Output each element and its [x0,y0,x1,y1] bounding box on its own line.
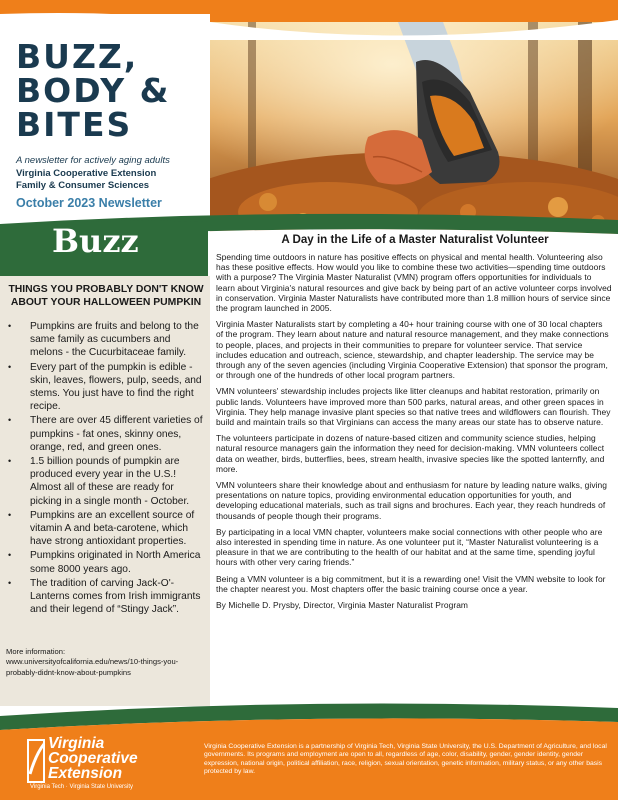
logo-text-virginia: Virginia [48,735,105,752]
list-item: • Pumpkins originated in North America some 8000 years ago. [0,549,206,575]
list-item: • The tradition of carving Jack-O'-Lanterns comes from Irish immigrants and their legend of “Stingy Jack”. [0,577,206,617]
article-paragraph: The volunteers participate in dozens of nature-based citizen and community science studies, helping natural resource managers gain the information they need for decision-making. VMN volunteers collect data on weather, birds, butterflies, bees, stream health, invasive species like the spotted lanternfly, and more. [216,433,605,474]
list-item: • Pumpkins are fruits and belong to the same family as cucumbers and melons - the Cucurbitaceae family. [0,320,206,360]
logo-text-cooperative: Cooperative [48,750,138,767]
list-item: • Every part of the pumpkin is edible - skin, leaves, flowers, pulp, seeds, and stems. You just have to find the right recipe. [0,361,206,414]
org-name: Virginia Cooperative Extension [16,168,157,179]
issue-date: October 2023 Newsletter [16,196,162,210]
article-paragraph: Spending time outdoors in nature has positive effects on physical and mental health. Volunteering also has these positive effects. How would you like to combine these two activities—spending time outdoors with a purpose? The Virginia Master Naturalist (VMN) program offers opportunities for individuals to learn about Virginia's natural resources and give back by being part of an active volunteer corps involved in conservation. Virginia Master Naturalists have contributed more than 1.8 million hours of service since the program launched in 2005. [216,252,612,314]
article-paragraph: Being a VMN volunteer is a big commitment, but it is a rewarding one! Visit the VMN website to look for the chapter nearest you. Most chapters offer the basic training course once a year. [216,573,606,594]
list-item: • Pumpkins are an excellent source of vitamin A and beta-carotene, which have strong antioxidant properties. [0,509,206,549]
more-info-link[interactable]: www.universityofcalifornia.edu/news/10-things-you-probably-didnt-know-about-pumpkins [6,657,179,677]
hero-photo [208,22,618,234]
article-paragraph: Virginia Master Naturalists start by completing a 40+ hour training course with one of 30 local chapters of the program. They learn about nature and natural resource management, and they make connections to people, places, and projects in their communities to prepare for volunteer service. That service includes education and outreach, science, stewardship, and chapter leadership. The service may be through any of the seven agencies (including Virginia Cooperative Extension) that sponsor the program, or through one of the hundreds of other local program partners. [216,319,609,381]
nondiscrimination-statement: Virginia Cooperative Extension is a partnership of Virginia Tech, Virginia State University, the U.S. Department of Agriculture, and local governments. Its programs and employment are open to all, regardless of age, color, disability, gender, gender identity, gender expression, national origin, political affiliation, race, religion, sexual orientation, genetic information, military status, or any other basis protected by law. [204,743,607,776]
more-info-label: More information: [6,647,66,656]
more-information [6,647,206,678]
title-line-3: BITES [16,105,133,144]
title-line-1: BUZZ, [16,37,139,76]
title-line-2: BODY & [16,71,171,110]
list-item: • 1.5 billion pounds of pumpkin are produced every year in the U.S.! Almost all of these are ready for picking in a single month - October. [0,455,206,508]
sidebar-heading: THINGS YOU PROBABLY DON'T KNOW ABOUT YOUR HALLOWEEN PUMPKIN [8,284,204,308]
logo-text-extension: Extension [48,765,123,782]
article-paragraph: VMN volunteers' stewardship includes projects like litter cleanups and habitat restoration, primarily on public lands. Volunteers have improved more than 500 parks, natural areas, and other green spaces in Virginia. They help manage invasive plant species so that native trees and wildflowers can flourish. They build and maintain trails so that Virginians can access the many areas our state has to observe nature. [216,386,611,428]
article-body [216,252,612,616]
article-paragraph: VMN volunteers share their knowledge about and enthusiasm for nature by leading nature walks, giving presentations on nature topics, providing environmental education opportunities for youth, and developing educational materials, such as trail signs and brochures. Each year, they reach hundreds of thousands of people though their programs. [216,480,608,521]
autumn-leaves-shoe-image [208,22,618,234]
logo-subtitle: Virginia Tech · Virginia State University [30,784,134,790]
tagline: A newsletter for actively aging adults [16,155,170,166]
article-title: A Day in the Life of a Master Naturalist Volunteer [281,233,549,246]
article-byline: By Michelle D. Prysby, Director, Virginia Master Naturalist Program [216,600,469,611]
section-label-buzz: Buzz [52,222,139,260]
org-department: Family & Consumer Sciences [16,180,150,191]
list-item: • There are over 45 different varieties of pumpkins - fat ones, skinny ones, orange, red, and green ones. [0,414,206,454]
article-paragraph: By participating in a local VMN chapter, volunteers make social connections with other people who are also interested in spending time in nature. As one volunteer put it, “Master Naturalist volunteering is a pleasure in that we are contributing to the health of our habitat and at the same time, spending joyful hours with other very caring friends.” [216,526,603,568]
newsletter-title [16,37,171,144]
pumpkin-facts-list [0,320,206,617]
